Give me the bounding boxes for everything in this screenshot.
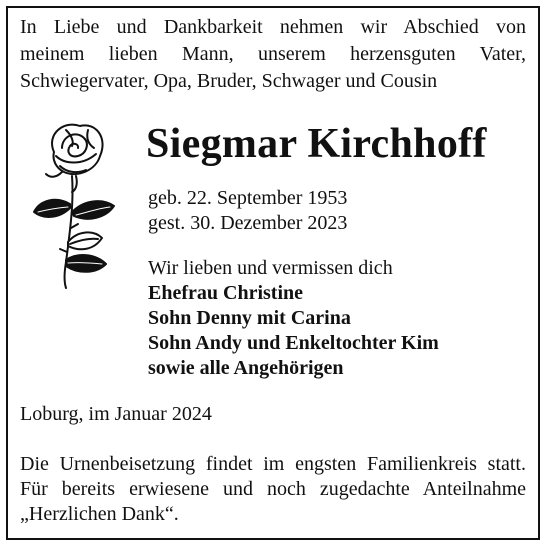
mourners-intro: Wir lieben und vermissen dich [148, 257, 393, 279]
place-date: Loburg, im Januar 2024 [20, 403, 212, 425]
notice-line: Die Urnenbeisetzung findet im engsten Familienkreis statt. [20, 453, 526, 475]
funeral-notice [20, 452, 526, 527]
intro-line: meinem lieben Mann, unserem herzensguten Vater, [20, 43, 526, 65]
intro-text [20, 14, 526, 95]
notice-line: „Herzlichen Dank“. [20, 503, 179, 525]
mourner-line: Ehefrau Christine [148, 282, 303, 304]
deceased-name: Siegmar Kirchhoff [146, 121, 487, 167]
intro-line: In Liebe und Dankbarkeit nehmen wir Abschied von [20, 16, 526, 38]
rose-icon [26, 112, 126, 292]
birth-date: geb. 22. September 1953 [148, 187, 348, 209]
intro-line: Schwiegervater, Opa, Bruder, Schwager und Cousin [20, 70, 438, 92]
mourner-line: sowie alle Angehörigen [148, 357, 344, 379]
notice-line: Für bereits erwiesene und noch zugedachte Anteilnahme [20, 478, 526, 500]
mourner-line: Sohn Andy und Enkeltochter Kim [148, 332, 439, 354]
life-dates [148, 186, 347, 236]
mourners-block [148, 256, 439, 381]
mourner-line: Sohn Denny mit Carina [148, 307, 351, 329]
death-date: gest. 30. Dezember 2023 [148, 212, 348, 234]
